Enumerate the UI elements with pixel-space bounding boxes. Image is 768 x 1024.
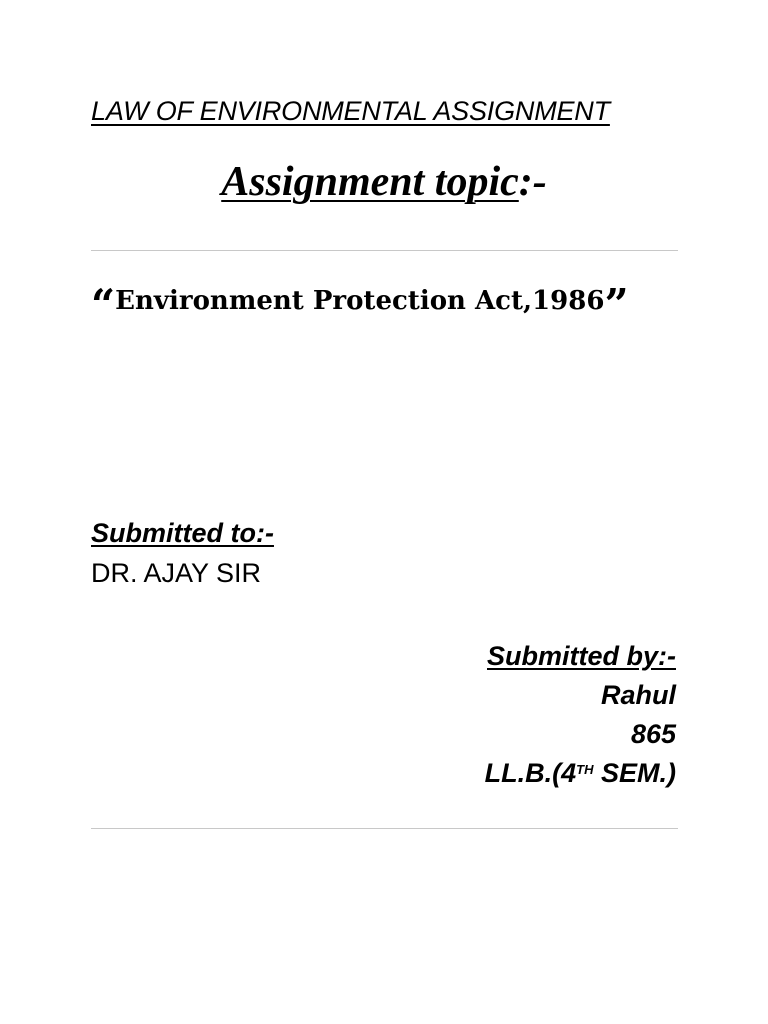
submitted-by-label: Submitted by:- <box>487 641 676 671</box>
document-heading: LAW OF ENVIRONMENTAL ASSIGNMENT <box>91 96 610 126</box>
course-semester <box>485 754 676 793</box>
topic-label: Assignment topic <box>221 159 519 205</box>
assignment-topic-title <box>0 158 768 206</box>
roll-number: 865 <box>630 719 676 749</box>
open-quote: “ <box>91 280 116 329</box>
topic-suffix: :- <box>518 159 547 205</box>
course-prefix: LL.B.(4 <box>484 758 577 788</box>
close-quote: ” <box>604 280 629 329</box>
submitted-by-block <box>485 637 676 793</box>
course-superscript: TH <box>576 762 594 777</box>
act-title: Environment Protection Act,1986 <box>115 286 605 316</box>
top-divider <box>91 250 678 251</box>
student-name: Rahul <box>600 680 676 710</box>
act-title-line <box>91 280 629 335</box>
course-suffix: SEM.) <box>593 758 676 788</box>
submitted-to-name: DR. AJAY SIR <box>91 558 262 588</box>
submitted-to-label: Submitted to:- <box>91 518 274 548</box>
bottom-divider <box>91 828 678 829</box>
